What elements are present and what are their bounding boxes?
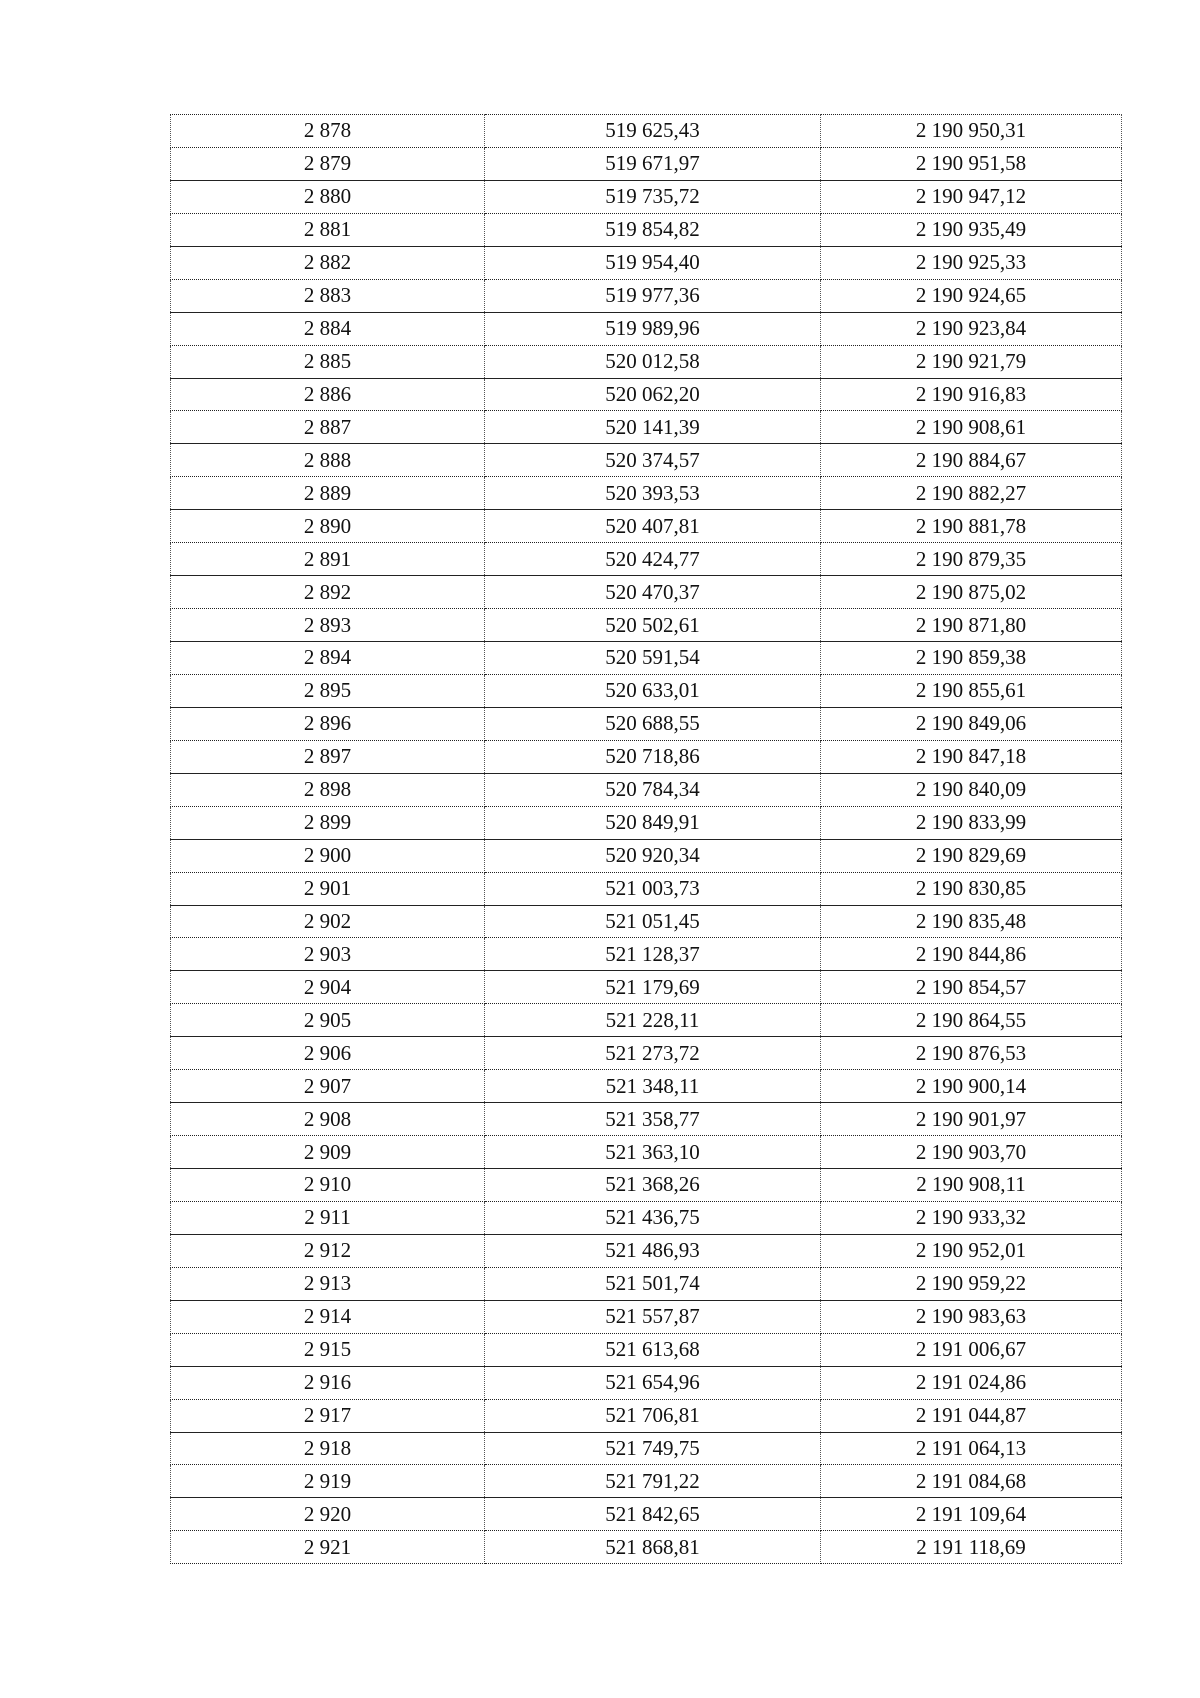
point-number-cell: 2 878 — [171, 115, 485, 148]
table-row — [171, 1498, 1122, 1531]
x-coordinate-cell: 520 424,77 — [485, 543, 821, 576]
x-coordinate-cell: 520 633,01 — [485, 674, 821, 707]
point-number-cell: 2 917 — [171, 1399, 485, 1432]
y-coordinate-cell: 2 191 024,86 — [821, 1366, 1122, 1399]
table-row — [171, 971, 1122, 1004]
table-row — [171, 1004, 1122, 1037]
table-row — [171, 1300, 1122, 1333]
y-coordinate-cell: 2 190 959,22 — [821, 1267, 1122, 1300]
point-number-cell: 2 903 — [171, 938, 485, 971]
table-row — [171, 1103, 1122, 1136]
x-coordinate-cell: 520 407,81 — [485, 510, 821, 543]
y-coordinate-cell: 2 190 835,48 — [821, 905, 1122, 938]
y-coordinate-cell: 2 191 084,68 — [821, 1465, 1122, 1498]
y-coordinate-cell: 2 190 830,85 — [821, 872, 1122, 905]
y-coordinate-cell: 2 190 879,35 — [821, 543, 1122, 576]
point-number-cell: 2 919 — [171, 1465, 485, 1498]
table-row — [171, 674, 1122, 707]
point-number-cell: 2 890 — [171, 510, 485, 543]
point-number-cell: 2 909 — [171, 1136, 485, 1169]
table-row — [171, 707, 1122, 740]
point-number-cell: 2 882 — [171, 246, 485, 279]
table-row — [171, 1333, 1122, 1366]
x-coordinate-cell: 519 977,36 — [485, 279, 821, 312]
x-coordinate-cell: 521 557,87 — [485, 1300, 821, 1333]
x-coordinate-cell: 521 842,65 — [485, 1498, 821, 1531]
table-row — [171, 246, 1122, 279]
point-number-cell: 2 892 — [171, 576, 485, 609]
x-coordinate-cell: 519 671,97 — [485, 147, 821, 180]
point-number-cell: 2 891 — [171, 543, 485, 576]
y-coordinate-cell: 2 190 908,61 — [821, 411, 1122, 444]
point-number-cell: 2 915 — [171, 1333, 485, 1366]
table-row — [171, 345, 1122, 378]
point-number-cell: 2 910 — [171, 1169, 485, 1202]
y-coordinate-cell: 2 190 840,09 — [821, 773, 1122, 806]
table-row — [171, 839, 1122, 872]
y-coordinate-cell: 2 190 882,27 — [821, 477, 1122, 510]
y-coordinate-cell: 2 190 916,83 — [821, 378, 1122, 411]
point-number-cell: 2 921 — [171, 1531, 485, 1564]
x-coordinate-cell: 519 735,72 — [485, 180, 821, 213]
table-row — [171, 1201, 1122, 1234]
y-coordinate-cell: 2 191 044,87 — [821, 1399, 1122, 1432]
point-number-cell: 2 880 — [171, 180, 485, 213]
table-row — [171, 1399, 1122, 1432]
x-coordinate-cell: 521 613,68 — [485, 1333, 821, 1366]
x-coordinate-cell: 519 625,43 — [485, 115, 821, 148]
y-coordinate-cell: 2 190 854,57 — [821, 971, 1122, 1004]
table-row — [171, 213, 1122, 246]
y-coordinate-cell: 2 190 833,99 — [821, 806, 1122, 839]
y-coordinate-cell: 2 190 881,78 — [821, 510, 1122, 543]
point-number-cell: 2 879 — [171, 147, 485, 180]
y-coordinate-cell: 2 190 901,97 — [821, 1103, 1122, 1136]
x-coordinate-cell: 519 854,82 — [485, 213, 821, 246]
x-coordinate-cell: 521 358,77 — [485, 1103, 821, 1136]
y-coordinate-cell: 2 190 921,79 — [821, 345, 1122, 378]
x-coordinate-cell: 521 348,11 — [485, 1070, 821, 1103]
table-row — [171, 147, 1122, 180]
y-coordinate-cell: 2 190 947,12 — [821, 180, 1122, 213]
table-row — [171, 1234, 1122, 1267]
x-coordinate-cell: 520 374,57 — [485, 444, 821, 477]
table-row — [171, 312, 1122, 345]
point-number-cell: 2 902 — [171, 905, 485, 938]
point-number-cell: 2 906 — [171, 1037, 485, 1070]
table-row — [171, 543, 1122, 576]
table-row — [171, 905, 1122, 938]
x-coordinate-cell: 521 179,69 — [485, 971, 821, 1004]
y-coordinate-cell: 2 191 109,64 — [821, 1498, 1122, 1531]
point-number-cell: 2 912 — [171, 1234, 485, 1267]
table-row — [171, 938, 1122, 971]
table-row — [171, 1267, 1122, 1300]
point-number-cell: 2 888 — [171, 444, 485, 477]
y-coordinate-cell: 2 190 855,61 — [821, 674, 1122, 707]
point-number-cell: 2 918 — [171, 1432, 485, 1465]
point-number-cell: 2 885 — [171, 345, 485, 378]
y-coordinate-cell: 2 191 118,69 — [821, 1531, 1122, 1564]
x-coordinate-cell: 521 228,11 — [485, 1004, 821, 1037]
x-coordinate-cell: 520 502,61 — [485, 609, 821, 642]
x-coordinate-cell: 521 654,96 — [485, 1366, 821, 1399]
point-number-cell: 2 913 — [171, 1267, 485, 1300]
table-row — [171, 1366, 1122, 1399]
y-coordinate-cell: 2 190 847,18 — [821, 740, 1122, 773]
y-coordinate-cell: 2 190 864,55 — [821, 1004, 1122, 1037]
point-number-cell: 2 894 — [171, 642, 485, 675]
table-row — [171, 576, 1122, 609]
y-coordinate-cell: 2 190 875,02 — [821, 576, 1122, 609]
table-row — [171, 609, 1122, 642]
x-coordinate-cell: 519 954,40 — [485, 246, 821, 279]
x-coordinate-cell: 521 051,45 — [485, 905, 821, 938]
x-coordinate-cell: 521 486,93 — [485, 1234, 821, 1267]
table-row — [171, 773, 1122, 806]
y-coordinate-cell: 2 190 924,65 — [821, 279, 1122, 312]
x-coordinate-cell: 520 591,54 — [485, 642, 821, 675]
point-number-cell: 2 887 — [171, 411, 485, 444]
x-coordinate-cell: 521 501,74 — [485, 1267, 821, 1300]
x-coordinate-cell: 520 688,55 — [485, 707, 821, 740]
point-number-cell: 2 911 — [171, 1201, 485, 1234]
x-coordinate-cell: 520 718,86 — [485, 740, 821, 773]
x-coordinate-cell: 521 128,37 — [485, 938, 821, 971]
x-coordinate-cell: 520 062,20 — [485, 378, 821, 411]
table-row — [171, 444, 1122, 477]
point-number-cell: 2 900 — [171, 839, 485, 872]
y-coordinate-cell: 2 191 006,67 — [821, 1333, 1122, 1366]
x-coordinate-cell: 519 989,96 — [485, 312, 821, 345]
table-row — [171, 115, 1122, 148]
x-coordinate-cell: 521 706,81 — [485, 1399, 821, 1432]
table-row — [171, 1037, 1122, 1070]
y-coordinate-cell: 2 190 983,63 — [821, 1300, 1122, 1333]
y-coordinate-cell: 2 190 908,11 — [821, 1169, 1122, 1202]
x-coordinate-cell: 521 749,75 — [485, 1432, 821, 1465]
x-coordinate-cell: 520 470,37 — [485, 576, 821, 609]
point-number-cell: 2 904 — [171, 971, 485, 1004]
point-number-cell: 2 901 — [171, 872, 485, 905]
table-row — [171, 740, 1122, 773]
table-row — [171, 1432, 1122, 1465]
table-row — [171, 1070, 1122, 1103]
y-coordinate-cell: 2 190 923,84 — [821, 312, 1122, 345]
y-coordinate-cell: 2 190 952,01 — [821, 1234, 1122, 1267]
y-coordinate-cell: 2 190 900,14 — [821, 1070, 1122, 1103]
x-coordinate-cell: 520 393,53 — [485, 477, 821, 510]
x-coordinate-cell: 521 868,81 — [485, 1531, 821, 1564]
table-row — [171, 477, 1122, 510]
point-number-cell: 2 905 — [171, 1004, 485, 1037]
point-number-cell: 2 895 — [171, 674, 485, 707]
y-coordinate-cell: 2 190 925,33 — [821, 246, 1122, 279]
table-row — [171, 279, 1122, 312]
y-coordinate-cell: 2 190 935,49 — [821, 213, 1122, 246]
y-coordinate-cell: 2 190 829,69 — [821, 839, 1122, 872]
y-coordinate-cell: 2 190 859,38 — [821, 642, 1122, 675]
x-coordinate-cell: 521 363,10 — [485, 1136, 821, 1169]
table-row — [171, 378, 1122, 411]
x-coordinate-cell: 520 141,39 — [485, 411, 821, 444]
y-coordinate-cell: 2 190 933,32 — [821, 1201, 1122, 1234]
y-coordinate-cell: 2 190 950,31 — [821, 115, 1122, 148]
point-number-cell: 2 886 — [171, 378, 485, 411]
table-row — [171, 1465, 1122, 1498]
coordinates-table — [170, 114, 1122, 1564]
point-number-cell: 2 896 — [171, 707, 485, 740]
table-row — [171, 180, 1122, 213]
point-number-cell: 2 884 — [171, 312, 485, 345]
point-number-cell: 2 899 — [171, 806, 485, 839]
table-row — [171, 872, 1122, 905]
y-coordinate-cell: 2 190 849,06 — [821, 707, 1122, 740]
point-number-cell: 2 916 — [171, 1366, 485, 1399]
point-number-cell: 2 889 — [171, 477, 485, 510]
point-number-cell: 2 883 — [171, 279, 485, 312]
y-coordinate-cell: 2 190 884,67 — [821, 444, 1122, 477]
x-coordinate-cell: 521 791,22 — [485, 1465, 821, 1498]
x-coordinate-cell: 520 920,34 — [485, 839, 821, 872]
table-row — [171, 1169, 1122, 1202]
x-coordinate-cell: 521 436,75 — [485, 1201, 821, 1234]
table-row — [171, 1136, 1122, 1169]
y-coordinate-cell: 2 190 951,58 — [821, 147, 1122, 180]
y-coordinate-cell: 2 190 844,86 — [821, 938, 1122, 971]
x-coordinate-cell: 520 012,58 — [485, 345, 821, 378]
y-coordinate-cell: 2 190 903,70 — [821, 1136, 1122, 1169]
table-row — [171, 806, 1122, 839]
y-coordinate-cell: 2 190 871,80 — [821, 609, 1122, 642]
table-row — [171, 510, 1122, 543]
point-number-cell: 2 907 — [171, 1070, 485, 1103]
point-number-cell: 2 920 — [171, 1498, 485, 1531]
table-row — [171, 642, 1122, 675]
table-row — [171, 411, 1122, 444]
point-number-cell: 2 881 — [171, 213, 485, 246]
table-row — [171, 1531, 1122, 1564]
y-coordinate-cell: 2 190 876,53 — [821, 1037, 1122, 1070]
coordinates-table-body — [171, 115, 1122, 1564]
x-coordinate-cell: 521 003,73 — [485, 872, 821, 905]
point-number-cell: 2 914 — [171, 1300, 485, 1333]
point-number-cell: 2 897 — [171, 740, 485, 773]
point-number-cell: 2 898 — [171, 773, 485, 806]
x-coordinate-cell: 520 784,34 — [485, 773, 821, 806]
x-coordinate-cell: 521 273,72 — [485, 1037, 821, 1070]
x-coordinate-cell: 521 368,26 — [485, 1169, 821, 1202]
y-coordinate-cell: 2 191 064,13 — [821, 1432, 1122, 1465]
point-number-cell: 2 908 — [171, 1103, 485, 1136]
x-coordinate-cell: 520 849,91 — [485, 806, 821, 839]
point-number-cell: 2 893 — [171, 609, 485, 642]
